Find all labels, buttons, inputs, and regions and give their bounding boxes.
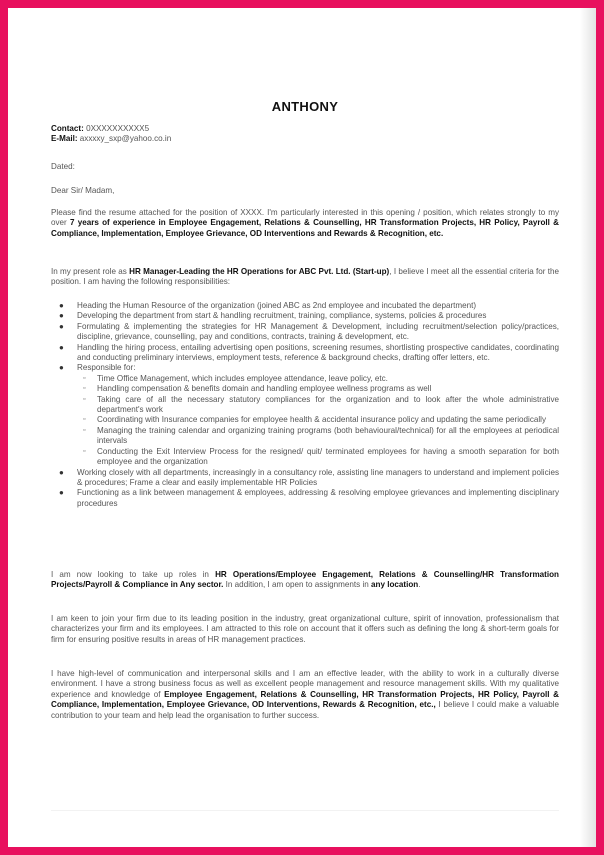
bullet-icon: ● [59, 321, 64, 331]
list-item [51, 488, 559, 509]
target-location: any location [371, 580, 419, 590]
current-role-post: , I believe I meet all the essential criteria for the position. I am having the following responsibilities: [51, 267, 560, 287]
sub-list-item [83, 415, 559, 425]
bullet-text: Developing the department from start & handling recruitment, training, compliance, systems, policies & procedures [77, 311, 487, 321]
bullet-text: Heading the Human Resource of the organization (joined ABC as 2nd employee and incubated the department) [77, 301, 477, 310]
intro-experience-summary: 7 years of experience in Employee Engagement, Relations & Counselling, HR Transformation Projects, HR Policy, Payroll & Compliance, Implementation, Employee Grievance, OD Interventions and Rewards & Recognition, etc. [51, 218, 559, 238]
looking-for-pre: I am now looking to take up roles in [51, 570, 216, 579]
contact-label: Contact: [51, 124, 84, 133]
document-page [8, 8, 596, 847]
bullet-text: Formulating & implementing the strategies for HR Management & Development, including recruitment/selection policy/practices, discipline, grievance, counselling, pay and conditions, contracts, training & development, etc. [77, 321, 559, 342]
skills-paragraph [51, 669, 559, 721]
page-edge-shadow [580, 8, 596, 847]
sub-list-item [83, 384, 559, 394]
list-item [51, 322, 559, 343]
square-bullet-icon: ▫ [83, 447, 86, 455]
sub-list-item [83, 373, 559, 384]
square-bullet-icon: ▫ [83, 374, 86, 382]
bullet-icon: ● [59, 301, 64, 310]
bullet-icon: ● [59, 363, 64, 373]
skills-summary: Employee Engagement, Relations & Counselling, HR Transformation Projects, HR Policy, Payroll & Compliance, Implementation, Employee Grievance, OD Interventions, Rewards & Recognition, etc., [51, 689, 560, 710]
skills-pre: I have high-level of communication and interpersonal skills and I am an effective leader, with the ability to work in a culturally diverse environment. I have a strong business focus as well as excellent people management and resource management skills. With my qualitative experience and knowledge of [51, 669, 559, 699]
footer-divider [51, 810, 559, 811]
responsible-for-sublist [77, 374, 559, 468]
bullet-text: Handling the hiring process, entailing advertising open positions, screening resumes, shortlisting prospective candidates, coordinating and conducting preliminary interviews, employment tests, reference & background checks, drafting offer letters, etc. [77, 342, 559, 363]
bullet-icon: ● [59, 488, 64, 498]
sub-list-item [83, 394, 559, 416]
square-bullet-icon: ▫ [83, 395, 86, 403]
contact-value: 0XXXXXXXXXX5 [86, 124, 150, 133]
email-value: axxxxy_sxp@yahoo.co.in [79, 134, 172, 144]
list-item [51, 363, 559, 467]
current-role-pre: In my present role as [51, 267, 130, 276]
list-item [51, 468, 559, 489]
sub-item-text: Taking care of all the necessary statutory compliances for the organization and to look after the whole administrative department's work [97, 394, 559, 415]
email-label: E-Mail: [51, 134, 78, 144]
bullet-text: Responsible for: [77, 363, 136, 373]
sub-item-text: Conducting the Exit Interview Process for the resigned/ quit/ terminated employees for having a smooth separation for both employee and the organization [97, 446, 559, 467]
square-bullet-icon: ▫ [83, 416, 86, 424]
looking-for-paragraph [51, 570, 559, 591]
bullet-icon: ● [59, 311, 64, 321]
looking-for-mid: In addition, I am open to assignments in [223, 580, 372, 590]
list-item [51, 311, 559, 321]
looking-for-post: . [418, 580, 421, 590]
sub-item-text: Managing the training calendar and organizing training programs (both behavioural/technical) for all the employees at periodical intervals [97, 425, 559, 446]
intro-paragraph [51, 208, 559, 239]
bullet-icon: ● [59, 342, 64, 352]
sub-list-item [83, 446, 559, 468]
contact-block [51, 124, 171, 145]
dated-line: Dated: [51, 162, 75, 171]
square-bullet-icon: ▫ [83, 385, 86, 393]
applicant-name: ANTHONY [271, 99, 339, 114]
skills-post: I believe I could make a valuable contribution to your team and help lead the organisation to further success. [51, 700, 559, 720]
responsibilities-list [51, 301, 559, 509]
greeting: Dear Sir/ Madam, [51, 186, 115, 195]
list-item [51, 301, 559, 311]
keen-to-join-paragraph: I am keen to join your firm due to its leading position in the industry, great organizational culture, spirit of innovation, professionalism that characterizes your firm and its employees. I am attracted to this role on account that it offers such as defining the long & short-term goals for firm for ensuring positive results in areas of HR management practices. [51, 614, 559, 644]
sub-list-item [83, 425, 559, 447]
sub-item-text: Time Office Management, which includes employee attendance, leave policy, etc. [97, 373, 388, 383]
contact-line [51, 124, 171, 134]
sub-item-text: Coordinating with Insurance companies for employee health & accidental insurance policy and updating the same periodically [97, 415, 547, 425]
intro-text: Please find the resume attached for the position of XXXX. I'm particularly interested in this opening / position, which relates strongly to my over [51, 208, 559, 228]
email-line [51, 134, 171, 144]
sub-item-text: Handling compensation & benefits domain and handling employee wellness programs as well [97, 384, 432, 394]
current-role-title: HR Manager-Leading the HR Operations for ABC Pvt. Ltd. (Start-up) [129, 267, 390, 276]
bullet-text: Working closely with all departments, increasingly in a consultancy role, assisting line managers to understand and implement policies & procedures; Frame a clear and easily implementable HR Policies [77, 467, 559, 487]
target-roles: HR Operations/Employee Engagement, Relations & Counselling/HR Transformation Projects/Payroll & Compliance in Any sector. [51, 570, 560, 590]
list-item [51, 343, 559, 364]
square-bullet-icon: ▫ [83, 426, 86, 434]
bullet-icon: ● [59, 467, 64, 477]
current-role-paragraph [51, 267, 559, 288]
bullet-text: Functioning as a link between management & employees, addressing & resolving employee grievances and implementing disciplinary procedures [77, 488, 559, 508]
